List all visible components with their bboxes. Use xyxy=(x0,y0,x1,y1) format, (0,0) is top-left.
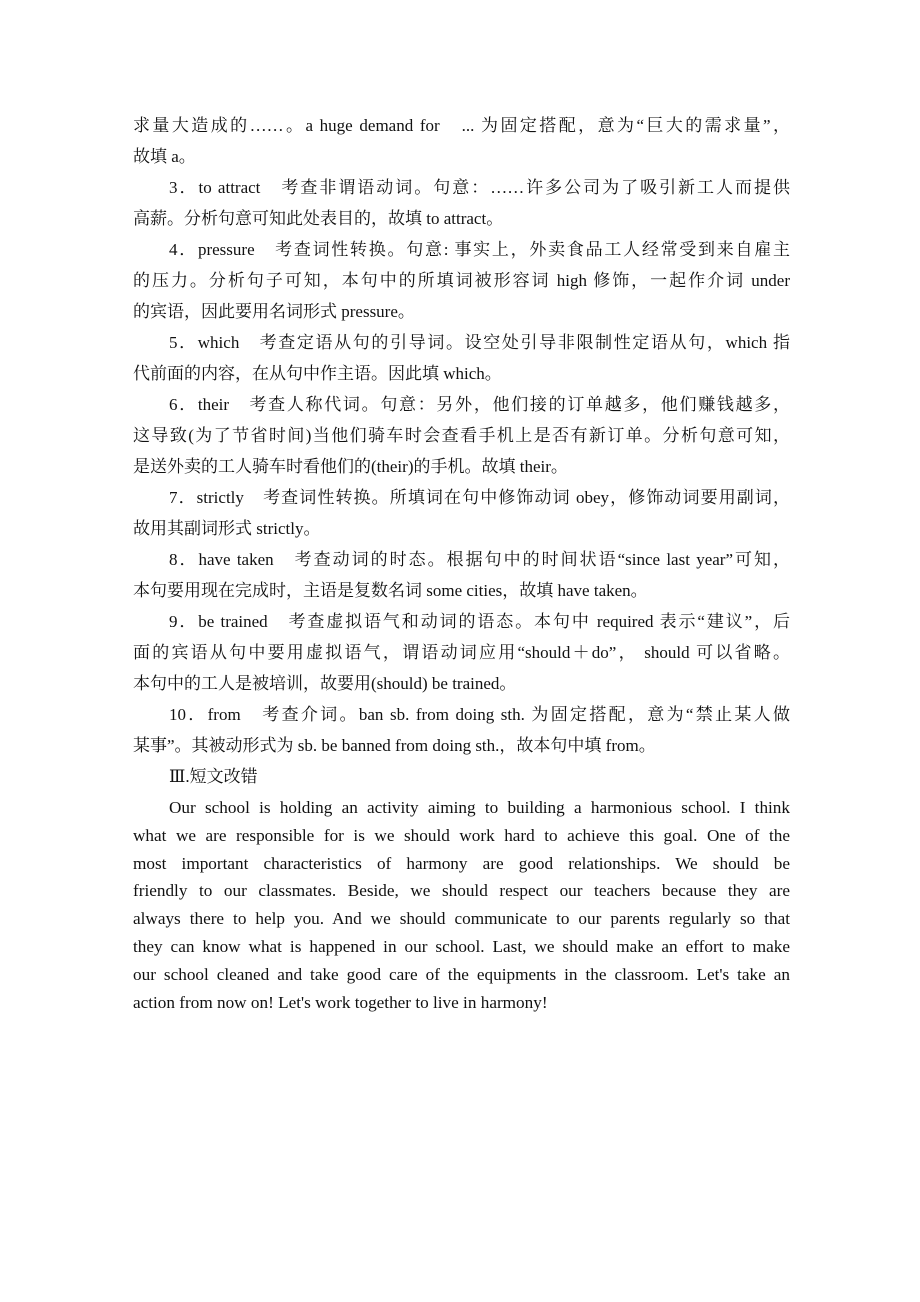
text-line: 高薪。分析句意可知此处表目的，故填 to attract。 xyxy=(133,209,504,228)
passage-line: what we are responsible for is we should work hard to achieve this goal. One of the xyxy=(133,825,790,845)
text-line: 的压力。分析句子可知，本句中的所填词被形容词 high 修饰，一起作介词 under xyxy=(133,271,790,290)
text-line: 的宾语，因此要用名词形式 pressure。 xyxy=(133,302,415,321)
text-line: 8．have taken 考查动词的时态。根据句中的时间状语“since last year”可知， xyxy=(169,550,790,569)
text-line: 求量大造成的……。a huge demand for ... 为固定搭配，意为“巨大的需求量”， xyxy=(133,116,790,135)
text-line: 9．be trained 考查虚拟语气和动词的语态。本句中 required 表示“建议”，后 xyxy=(169,612,790,631)
answer-item xyxy=(133,110,790,172)
answer-explanations xyxy=(133,110,790,761)
text-line: 4．pressure 考查词性转换。句意: 事实上，外卖食品工人经常受到来自雇主 xyxy=(169,240,790,259)
answer-item xyxy=(133,327,790,389)
text-line: 这导致(为了节省时间)当他们骑车时会查看手机上是否有新订单。分析句意可知， xyxy=(133,426,790,445)
answer-item xyxy=(133,389,790,482)
text-line: 3．to attract 考查非谓语动词。句意：……许多公司为了吸引新工人而提供 xyxy=(169,178,790,197)
answer-item xyxy=(133,172,790,234)
passage-line: most important characteristics of harmony are good relationships. We should be xyxy=(133,853,790,873)
passage-line: action from now on! Let's work together to live in harmony! xyxy=(133,992,548,1012)
answer-item xyxy=(133,544,790,606)
answer-item xyxy=(133,482,790,544)
text-line: 代前面的内容，在从句中作主语。因此填 which。 xyxy=(133,364,502,383)
text-line: 5．which 考查定语从句的引导词。设空处引导非限制性定语从句，which 指 xyxy=(169,333,790,352)
passage-line: they can know what is happened in our school. Last, we should make an effort to make xyxy=(133,936,790,956)
passage-line: our school cleaned and take good care of the equipments in the classroom. Let's take an xyxy=(133,964,790,984)
passage-line: always there to help you. And we should communicate to our parents regularly so that xyxy=(133,909,790,929)
text-line: 某事”。其被动形式为 sb. be banned from doing sth.，故本句中填 from。 xyxy=(133,736,656,755)
answer-item xyxy=(133,606,790,699)
text-line: 10．from 考查介词。ban sb. from doing sth. 为固定搭配，意为“禁止某人做 xyxy=(169,705,790,724)
answer-item xyxy=(133,699,790,761)
section-title: Ⅲ.短文改错 xyxy=(169,767,258,786)
text-line: 本句中的工人是被培训，故要用(should) be trained。 xyxy=(133,674,517,693)
passage-line: friendly to our classmates. Beside, we should respect our teachers because they are xyxy=(133,881,790,901)
text-line: 6．their 考查人称代词。句意：另外，他们接的订单越多，他们赚钱越多， xyxy=(169,395,790,414)
error-correction-passage xyxy=(133,794,790,1016)
text-line: 面的宾语从句中要用虚拟语气，谓语动词应用“should＋do”， should 可以省略。 xyxy=(133,643,790,662)
text-line: 7．strictly 考查词性转换。所填词在句中修饰动词 obey，修饰动词要用副词， xyxy=(169,488,790,507)
text-line: 是送外卖的工人骑车时看他们的(their)的手机。故填 their。 xyxy=(133,457,568,476)
passage-line: Our school is holding an activity aiming to building a harmonious school. I think xyxy=(169,798,790,817)
answer-item xyxy=(133,234,790,327)
text-line: 故填 a。 xyxy=(133,147,196,166)
document-page xyxy=(133,110,790,1016)
text-line: 故用其副词形式 strictly。 xyxy=(133,519,321,538)
text-line: 本句要用现在完成时，主语是复数名词 some cities，故填 have taken。 xyxy=(133,581,648,600)
